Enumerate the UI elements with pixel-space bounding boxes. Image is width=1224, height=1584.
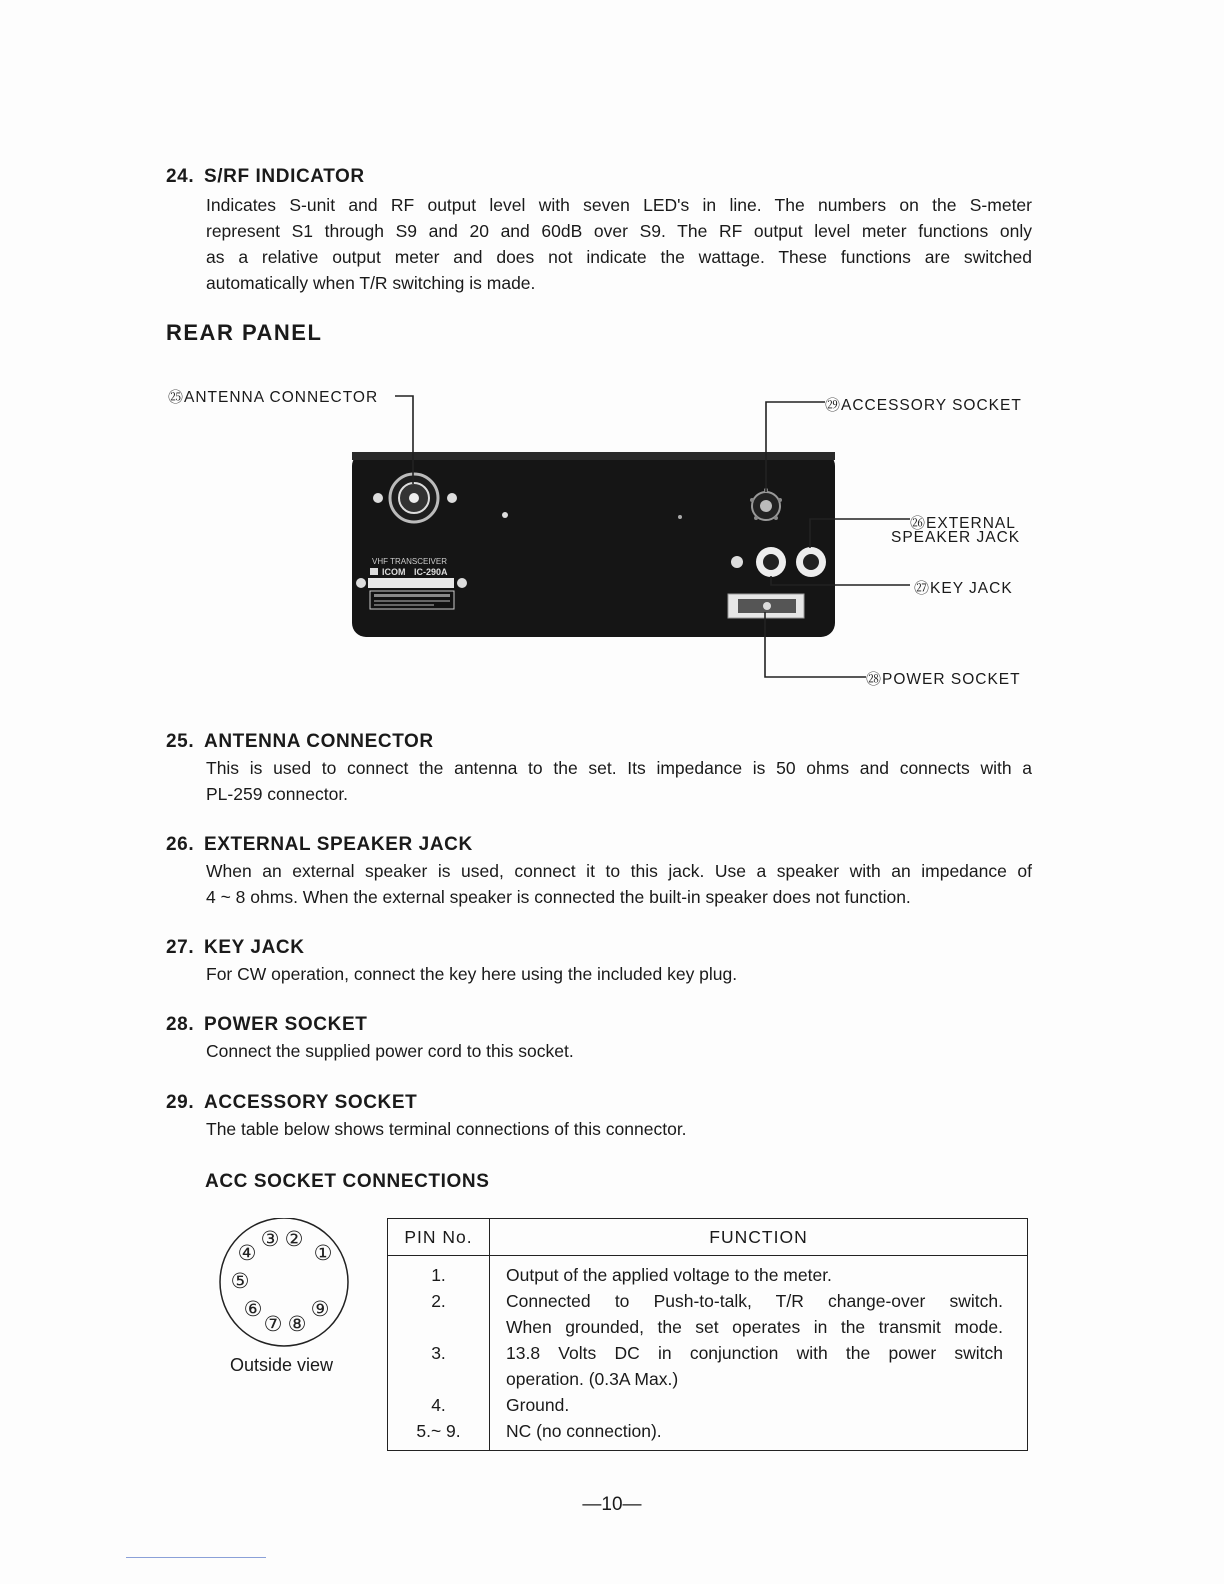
pin-label: ⑥ xyxy=(243,1297,263,1321)
section-heading: EXTERNAL SPEAKER JACK xyxy=(204,834,473,855)
body-line: represent S1 through S9 and 20 and 60dB over S9. The RF output level meter functions only xyxy=(206,221,1032,241)
rear-panel-title: REAR PANEL xyxy=(166,320,323,345)
section-number: 28. xyxy=(166,1014,195,1035)
panel-model: IC-290A xyxy=(414,567,448,577)
body-line: Indicates S-unit and RF output level with seven LED's in line. The numbers on the S-meter xyxy=(206,195,1032,215)
section-heading: ACCESSORY SOCKET xyxy=(204,1092,418,1113)
external-speaker-jack xyxy=(796,547,826,577)
function-text: Output of the applied voltage to the meter. xyxy=(506,1265,832,1285)
pin-number: 2. xyxy=(431,1291,446,1311)
scan-artifact-line xyxy=(126,1557,266,1558)
callout-power-socket: ㉘POWER SOCKET xyxy=(866,671,1021,688)
pin-number: 4. xyxy=(431,1395,446,1415)
pin-label: ④ xyxy=(237,1241,257,1265)
body-line: When an external speaker is used, connect it to this jack. Use a speaker with an impedance of xyxy=(206,861,1032,881)
section-26 xyxy=(166,834,1032,910)
body-line: Connect the supplied power cord to this socket. xyxy=(206,1041,574,1061)
function-text: operation. (0.3A Max.) xyxy=(506,1369,679,1389)
rear-panel-figure xyxy=(0,0,1224,720)
panel-brand: ICOM xyxy=(382,567,406,577)
pin-label: ⑤ xyxy=(230,1269,250,1293)
pin-number: 1. xyxy=(431,1265,446,1285)
body-line: automatically when T/R switching is made. xyxy=(206,273,536,293)
pin-label: ⑦ xyxy=(263,1312,283,1336)
body-line: The table below shows terminal connections of this connector. xyxy=(206,1119,687,1139)
function-text: When grounded, the set operates in the transmit mode. xyxy=(506,1317,1003,1337)
acc-socket-diagram xyxy=(216,1218,356,1348)
section-heading: S/RF INDICATOR xyxy=(204,166,365,187)
page-number: —10— xyxy=(582,1494,642,1515)
pin-number: 3. xyxy=(431,1343,446,1363)
body-line: PL-259 connector. xyxy=(206,784,349,804)
section-number: 24. xyxy=(166,166,195,187)
function-text: Connected to Push-to-talk, T/R change-over switch. xyxy=(506,1291,1003,1311)
section-number: 29. xyxy=(166,1092,195,1113)
outside-view-caption: Outside view xyxy=(230,1355,334,1375)
key-jack xyxy=(756,547,786,577)
section-25 xyxy=(166,731,1032,807)
body-line: This is used to connect the antenna to the set. Its impedance is 50 ohms and connects with a xyxy=(206,758,1032,778)
section-number: 26. xyxy=(166,834,195,855)
callout-key-jack: ㉗KEY JACK xyxy=(914,580,1013,597)
body-line: as a relative output meter and does not indicate the wattage. These functions are switched xyxy=(206,247,1032,267)
section-heading: POWER SOCKET xyxy=(204,1014,368,1035)
pin-label: ⑧ xyxy=(287,1312,307,1336)
callout-external-speaker-jack: ㉖EXTERNAL xyxy=(910,515,1016,532)
pin-number: 5.~ 9. xyxy=(416,1421,461,1441)
table-header-row xyxy=(388,1219,1028,1256)
section-number: 27. xyxy=(166,937,195,958)
col-pin-header: PIN No. xyxy=(388,1219,490,1256)
panel-text: VHF TRANSCEIVER xyxy=(372,557,447,566)
body-line: For CW operation, connect the key here using the included key plug. xyxy=(206,964,738,984)
function-text: 13.8 Volts DC in conjunction with the power switch xyxy=(506,1343,1003,1363)
pin-label: ① xyxy=(313,1241,333,1265)
section-27 xyxy=(166,937,1032,987)
table-row xyxy=(388,1256,1028,1451)
section-29 xyxy=(166,1092,1032,1142)
section-heading: KEY JACK xyxy=(204,937,305,958)
callout-accessory-socket: ㉙ACCESSORY SOCKET xyxy=(825,397,1022,414)
pin-label: ③ xyxy=(260,1227,280,1251)
acc-socket-title: ACC SOCKET CONNECTIONS xyxy=(205,1171,490,1192)
pin-label: ② xyxy=(284,1227,304,1251)
function-text: Ground. xyxy=(506,1395,570,1415)
section-heading: ANTENNA CONNECTOR xyxy=(204,731,434,752)
col-function-header: FUNCTION xyxy=(490,1219,1028,1256)
callout-speaker-jack-line2: SPEAKER JACK xyxy=(891,529,1021,546)
pin-label: ⑨ xyxy=(310,1297,330,1321)
function-text: NC (no connection). xyxy=(506,1421,662,1441)
section-number: 25. xyxy=(166,731,195,752)
body-line: 4 ~ 8 ohms. When the external speaker is connected the built-in speaker does not function. xyxy=(206,887,911,907)
power-socket xyxy=(728,594,804,618)
section-28 xyxy=(166,1014,1032,1064)
callout-antenna-connector: ㉕ANTENNA CONNECTOR xyxy=(168,389,379,406)
acc-connections-table xyxy=(387,1218,1028,1451)
